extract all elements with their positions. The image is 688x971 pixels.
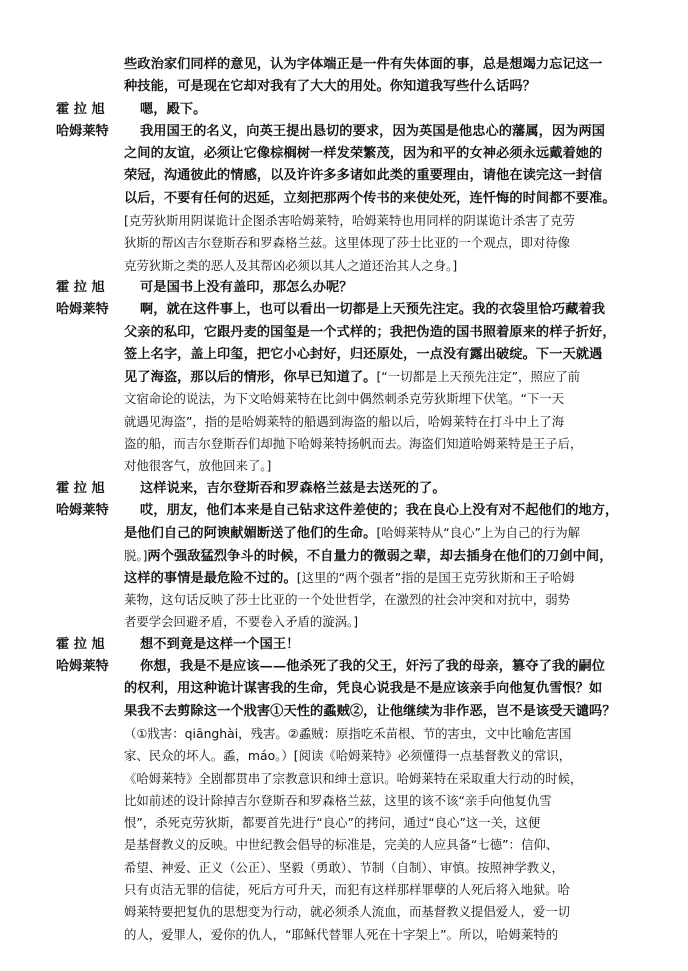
annotation-text: [克劳狄斯用阴谋诡计企图杀害哈姆莱特，哈姆莱特也用同样的阴谋诡计杀害了克劳 [124, 213, 575, 229]
line-text [124, 255, 457, 277]
text-line [56, 857, 632, 879]
dialogue-text: 你想，我是不是应该——他杀死了我的父王，奸污了我的母亲，篡夺了我的嗣位 [140, 659, 606, 675]
annotation-text: 脱。] [124, 547, 148, 563]
line-text [124, 545, 612, 567]
text-line [56, 879, 632, 901]
line-text [124, 611, 358, 633]
text-line [56, 545, 632, 567]
line-text [124, 834, 558, 856]
text-line [56, 834, 632, 856]
text-line [56, 277, 632, 299]
text-line [56, 723, 632, 745]
annotation-text: 是基督教义的反映。中世纪教会倡导的标准是，完美的人应具备“七德”：信仰、 [124, 837, 559, 853]
line-text [124, 723, 571, 745]
document-page [56, 54, 632, 946]
text-line [56, 634, 632, 656]
text-line [56, 121, 632, 143]
text-line [56, 745, 632, 767]
line-text [124, 567, 575, 589]
line-text [140, 277, 353, 299]
text-line [56, 366, 632, 388]
line-text [124, 433, 582, 455]
dialogue-text: 哎，朋友，他们本来是自己钻求这件差使的；我在良心上没有对不起他们的地方， [140, 502, 619, 518]
line-text [124, 857, 564, 879]
annotation-text: 比如前述的设计除掉吉尔登斯吞和罗森格兰兹，这里的该不该“亲手向他复仇雪 [124, 792, 552, 808]
annotation-text: 恨”，杀死克劳狄斯，都要首先进行“良心”的拷问，通过“良心”这一关，这便 [124, 815, 541, 831]
dialogue-text: 荣冠，沟通彼此的情感，以及许许多多诸如此类的重要理由，请他在读完这一封信 [124, 168, 603, 184]
text-line [56, 455, 632, 477]
line-text [140, 299, 605, 321]
line-text [124, 879, 570, 901]
line-text [124, 143, 602, 165]
line-text [124, 701, 616, 723]
text-line [56, 790, 632, 812]
text-line [56, 165, 632, 187]
dialogue-text: 果我不去剪除这一个戕害①天性的蟊贼②，让他继续为非作恶，岂不是该受天谴吗？ [124, 703, 616, 719]
text-line [56, 255, 632, 277]
line-text [124, 924, 558, 946]
line-text [140, 99, 206, 121]
line-text [140, 478, 446, 500]
text-line [56, 143, 632, 165]
speaker-name: 哈姆莱特 [56, 502, 109, 518]
text-line [56, 611, 632, 633]
line-text [124, 455, 271, 477]
annotation-text: 狄斯的帮凶吉尔登斯吞和罗森格兰兹。这里体现了莎士比亚的一个观点，即对待像 [124, 235, 571, 251]
annotation-text: 盗的船，而吉尔登斯吞们却抛下哈姆莱特扬帆而去。海盗们知道哈姆莱特是王子后， [124, 436, 583, 452]
dialogue-text: 可是国书上没有盖印，那怎么办呢？ [140, 279, 353, 295]
text-line [56, 522, 632, 544]
dialogue-text: 两个强敌猛烈争斗的时候，不自量力的微弱之辈，却去插身在他们的刀剑中间， [147, 548, 613, 564]
annotation-text: 只有贞洁无罪的信徒，死后方可升天，而犯有这样那样罪孽的人死后将入地狱。哈 [124, 881, 571, 897]
line-text [124, 322, 616, 344]
line-text [124, 745, 571, 767]
line-text [124, 344, 602, 366]
annotation-text: [这里的“两个强者”指的是国王克劳狄斯和王子哈姆 [296, 569, 575, 585]
annotation-text: 《哈姆莱特》全剧都贯串了宗教意识和绅士意识。哈姆莱特在采取重大行动的时候， [124, 770, 583, 786]
annotation-text: 克劳狄斯之类的恶人及其帮凶必须以其人之道还治其人之身。] [124, 257, 458, 273]
dialogue-text: 这样的事情是最危险不过的。 [124, 570, 297, 586]
dialogue-text: 想不到竟是这样一个国王！ [140, 636, 300, 652]
line-text [124, 165, 602, 187]
annotation-text: 家、民众的坏人。蟊，máo。）[阅读《哈姆莱特》必须懂得一点基督教义的常识， [124, 748, 572, 764]
text-line [56, 99, 632, 121]
annotation-text: 的人，爱罪人，爱你的仇人，“耶稣代替罪人死在十字架上”。所以，哈姆莱特的 [124, 926, 559, 942]
text-line [56, 589, 632, 611]
dialogue-text: 些政治家们同样的意见，认为字体端正是一件有失体面的事，总是想竭力忘记这一 [124, 57, 603, 72]
annotation-text: [“一切都是上天预先注定”，照应了前 [376, 369, 581, 385]
text-line [56, 701, 632, 723]
line-text [124, 210, 575, 232]
text-line [56, 567, 632, 589]
text-line [56, 678, 632, 700]
text-line [56, 500, 632, 522]
dialogue-text: 的权利，用这种诡计谋害我的生命，凭良心说我是不是应该亲手向他复仇雪恨？如 [124, 681, 603, 697]
dialogue-text: 签上名字，盖上印玺，把它小心封好，归还原处，一点没有露出破绽。下一天就遇 [124, 346, 603, 362]
line-text [124, 54, 602, 76]
line-text [140, 121, 605, 143]
text-line [56, 54, 632, 76]
speaker-name: 哈姆莱特 [56, 302, 109, 318]
dialogue-text: 父亲的私印，它跟丹麦的国玺是一个式样的；我把伪造的国书照着原来的样子折好， [124, 324, 616, 340]
annotation-text: 对他很客气，放他回来了。] [124, 458, 272, 474]
line-text [124, 388, 564, 410]
line-text [124, 589, 570, 611]
text-line [56, 299, 632, 321]
text-line [56, 411, 632, 433]
speaker-name: 霍 拉 旭 [56, 480, 105, 496]
annotation-text: 希望、神爱、正义（公正）、坚毅（勇敢）、节制（自制）、审慎。按照神学教义， [124, 859, 564, 875]
line-text [124, 790, 552, 812]
dialogue-text: 这样说来，吉尔登斯吞和罗森格兰兹是去送死的了。 [140, 480, 446, 496]
line-text [124, 232, 570, 254]
text-line [56, 812, 632, 834]
speaker-name: 霍 拉 旭 [56, 279, 105, 295]
line-text [140, 500, 618, 522]
dialogue-text: 之间的友谊，必须让它像棕榈树一样发荣繁茂，因为和平的女神必须永远戴着她的 [124, 146, 603, 162]
line-text [124, 768, 582, 790]
line-text [124, 366, 580, 388]
line-text [124, 678, 602, 700]
annotation-text: 莱物，这句话反映了莎士比亚的一个处世哲学，在激烈的社会冲突和对抗中，弱势 [124, 592, 571, 608]
annotation-text: 者要学会回避矛盾，不要卷入矛盾的漩涡。] [124, 614, 359, 630]
text-line [56, 433, 632, 455]
dialogue-text: 是他们自己的阿谀献媚断送了他们的生命。 [124, 526, 377, 542]
dialogue-text: 种技能，可是现在它却对我有了大大的用处。你知道我写些什么话吗？ [124, 79, 536, 95]
dialogue-text: 啊，就在这件事上，也可以看出一切都是上天预先注定。我的衣袋里恰巧藏着我 [140, 302, 606, 318]
text-line [56, 188, 632, 210]
text-line [56, 901, 632, 923]
text-line [56, 924, 632, 946]
text-line [56, 768, 632, 790]
annotation-text: [哈姆莱特从“良心”上为自己的行为解 [376, 525, 581, 541]
line-text [124, 76, 536, 98]
line-text [124, 901, 570, 923]
speaker-name: 哈姆莱特 [56, 123, 109, 139]
text-line [56, 210, 632, 232]
line-text [124, 522, 580, 544]
text-line [56, 344, 632, 366]
dialogue-text: 嗯，殿下。 [140, 101, 207, 117]
text-line [56, 76, 632, 98]
line-text [124, 188, 616, 210]
text-line [56, 388, 632, 410]
line-text [124, 812, 540, 834]
annotation-text: （①戕害：qiānghài，残害。②蟊贼：原指吃禾苗根、节的害虫，文中比喻危害国 [124, 725, 572, 741]
speaker-name: 哈姆莱特 [56, 659, 109, 675]
dialogue-text: 我用国王的名义，向英王提出恳切的要求，因为英国是他忠心的藩属，因为两国 [140, 123, 606, 139]
dialogue-text: 见了海盗，那以后的情形，你早已知道了。 [124, 370, 377, 386]
annotation-text: 文宿命论的说法，为下文哈姆莱特在比剑中偶然刺杀克劳狄斯埋下伏笔。“下一天 [124, 391, 565, 407]
text-line [56, 478, 632, 500]
text-line [56, 656, 632, 678]
text-line [56, 322, 632, 344]
annotation-text: 就遇见海盗”，指的是哈姆莱特的船遇到海盗的船以后，哈姆莱特在打斗中上了海 [124, 413, 565, 429]
dialogue-text: 以后，不要有任何的迟延，立刻把那两个传书的来使处死，连忏悔的时间都不要准。 [124, 190, 616, 206]
text-line [56, 232, 632, 254]
line-text [140, 634, 299, 656]
line-text [124, 411, 564, 433]
annotation-text: 姆莱特要把复仇的思想变为行动，就必须杀人流血，而基督教义提倡爱人，爱一切 [124, 904, 571, 920]
speaker-name: 霍 拉 旭 [56, 101, 105, 117]
speaker-name: 霍 拉 旭 [56, 636, 105, 652]
line-text [140, 656, 605, 678]
